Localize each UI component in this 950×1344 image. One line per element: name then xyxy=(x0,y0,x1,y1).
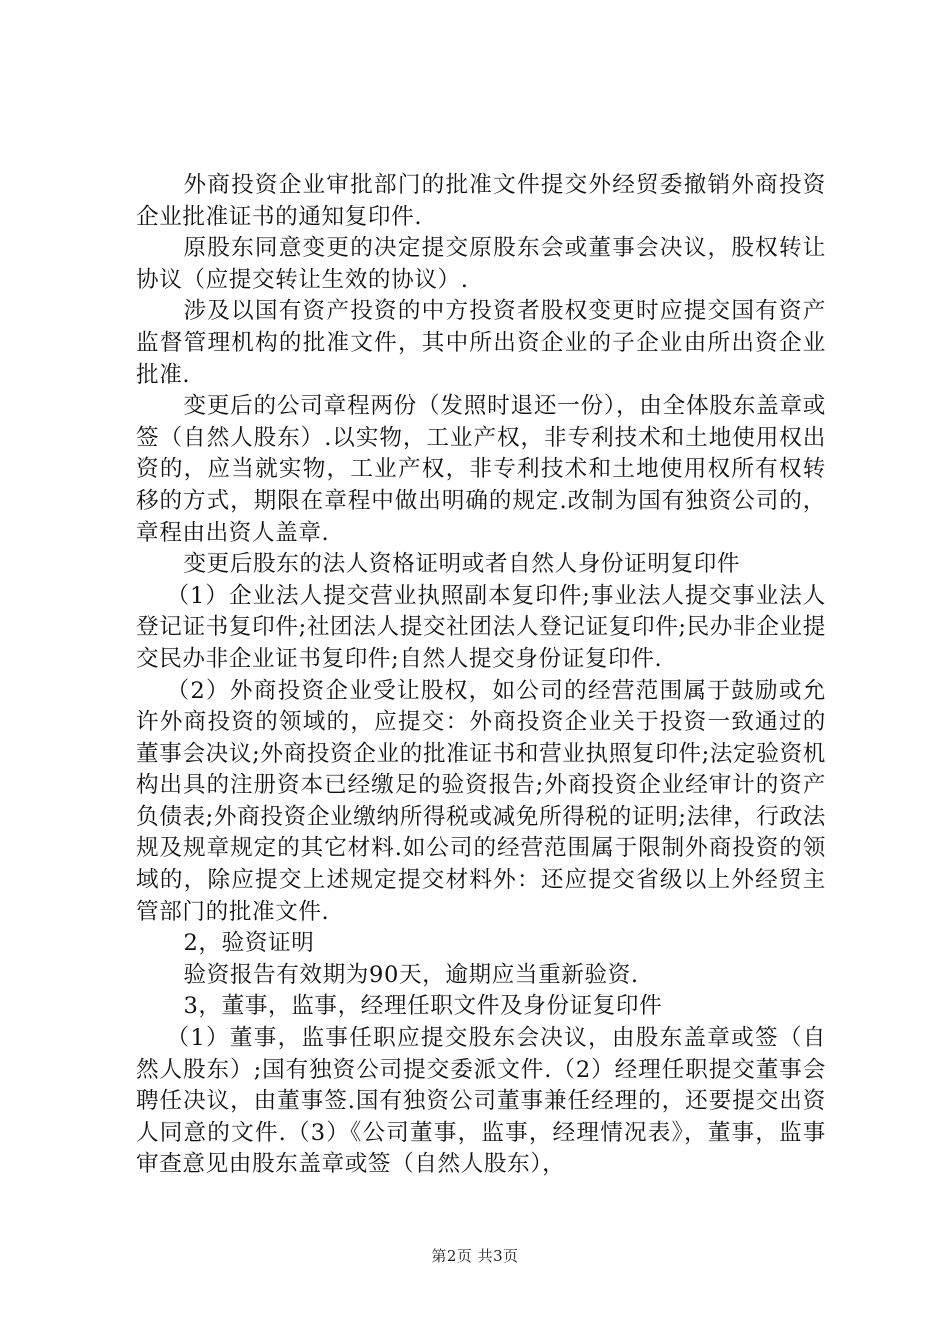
document-body xyxy=(136,170,826,1181)
page-footer: 第2页 共3页 xyxy=(431,1247,519,1265)
paragraph-state-assets: 涉及以国有资产投资的中方投资者股权变更时应提交国有资产监督管理机构的批准文件，其中所出资企业的子企业由所出资企业批准. xyxy=(136,298,826,388)
paragraph-appointment-details: （1）董事，监事任职应提交股东会决议，由股东盖章或签（自然人股东）;国有独资公司提交委派文件.（2）经理任职提交董事会聘任决议，由董事签.国有独资公司董事兼任经理的，还要提交出资人同意的文件.（3）《公司董事，监事，经理情况表》，董事，监事审查意见由股东盖章或签（自然人股东）， xyxy=(136,1025,826,1178)
paragraph-shareholder-identity: 变更后股东的法人资格证明或者自然人身份证明复印件 xyxy=(183,551,741,578)
paragraph-item-1-legal-person: （1）企业法人提交营业执照副本复印件;事业法人提交事业法人登记证书复印件;社团法人提交社团法人登记证复印件;民办非企业提交民办非企业证书复印件;自然人提交身份证复印件. xyxy=(136,582,826,672)
paragraph-verification-validity: 验资报告有效期为90天，逾期应当重新验资. xyxy=(183,961,639,988)
section-heading-capital-verification: 2，验资证明 xyxy=(183,930,315,957)
paragraph-articles-of-association: 变更后的公司章程两份（发照时退还一份），由全体股东盖章或签（自然人股东）.以实物，工业产权，非专利技术和土地使用权出资的，应当就实物，工业产权，非专利技术和土地使用权所有权转移的方式，期限在章程中做出明确的规定.改制为国有独资公司的，章程由出资人盖章. xyxy=(136,393,826,546)
paragraph-approval-docs: 外商投资企业审批部门的批准文件提交外经贸委撤销外商投资企业批准证书的通知复印件. xyxy=(136,172,826,230)
paragraph-shareholder-consent: 原股东同意变更的决定提交原股东会或董事会决议，股权转让协议（应提交转让生效的协议）. xyxy=(136,235,826,293)
paragraph-item-2-foreign-investment: （2）外商投资企业受让股权，如公司的经营范围属于鼓励或允许外商投资的领域的，应提交：外商投资企业关于投资一致通过的董事会决议;外商投资企业的批准证书和营业执照复印件;法定验资机构出具的注册资本已经缴足的验资报告;外商投资企业经审计的资产负债表;外商投资企业缴纳所得税或减免所得税的证明;法律，行政法规及规章规定的其它材料.如公司的经营范围属于限制外商投资的领域的，除应提交上述规定提交材料外：还应提交省级以上外经贸主管部门的批准文件. xyxy=(136,677,826,925)
section-heading-appointment-docs: 3，董事，监事，经理任职文件及身份证复印件 xyxy=(183,993,663,1020)
